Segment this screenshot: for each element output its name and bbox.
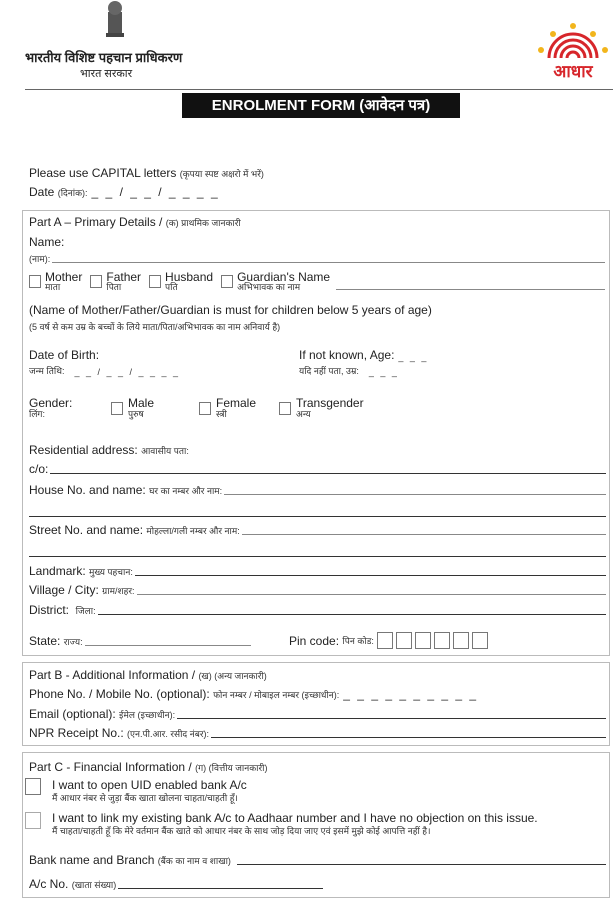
name-input[interactable] bbox=[52, 262, 605, 263]
npr-label-hindi: (एन.पी.आर. रसीद नंबर): bbox=[127, 729, 210, 739]
co-label: c/o: bbox=[29, 462, 49, 476]
village-label: Village / City: bbox=[29, 583, 99, 597]
part-c-title: Part C - Financial Information / bbox=[29, 760, 192, 774]
village-label-hindi: ग्राम/शहर: bbox=[102, 586, 135, 596]
capital-instruction-hindi: (कृपया स्पष्ट अक्षरो में भरें) bbox=[179, 169, 264, 179]
part-b-title-hindi: (ख) (अन्य जानकारी) bbox=[198, 671, 267, 681]
husband-label-hindi: पति bbox=[165, 282, 178, 292]
guardian-note-hindi: (5 वर्ष से कम उम्र के बच्चों के लिये माता/पिता/अभिभावक का नाम अनिवार्य है) bbox=[29, 322, 281, 332]
age-field-hindi[interactable]: _ _ _ bbox=[368, 367, 399, 377]
pin-digit-5[interactable] bbox=[453, 632, 469, 649]
guardian-note: (Name of Mother/Father/Guardian is must for children below 5 years of age) bbox=[29, 303, 432, 317]
header-divider bbox=[25, 89, 613, 90]
link-account-checkbox[interactable] bbox=[25, 812, 41, 829]
link-account-label-hindi: मैं चाहता/चाहती हूँ कि मेरे वर्तमान बैंक खाते को आधार नंबर के साथ जोड़ दिया जाए एवं इसमें मुझे कोई आपत्ति नहीं है। bbox=[52, 826, 431, 836]
district-input[interactable] bbox=[98, 614, 606, 615]
district-label: District: bbox=[29, 603, 69, 617]
mother-checkbox[interactable] bbox=[29, 275, 41, 288]
state-label: State: bbox=[29, 634, 61, 648]
address-label: Residential address: bbox=[29, 443, 138, 457]
phone-label: Phone No. / Mobile No. (optional): bbox=[29, 687, 210, 701]
pin-digit-6[interactable] bbox=[472, 632, 488, 649]
open-account-label: I want to open UID enabled bank A/c bbox=[52, 778, 247, 792]
house-label-hindi: घर का नम्बर और नाम: bbox=[149, 486, 223, 496]
email-label: Email (optional): bbox=[29, 707, 116, 721]
guardian-checkbox[interactable] bbox=[221, 275, 233, 288]
part-a-title: Part A – Primary Details / bbox=[29, 215, 163, 229]
house-input-line2[interactable] bbox=[29, 516, 606, 517]
dob-label-hindi: जन्म तिथि: bbox=[29, 366, 65, 376]
state-input[interactable] bbox=[85, 645, 251, 646]
guardian-label: Guardian's Name bbox=[237, 270, 331, 284]
part-c-title-hindi: (ग) (वित्तीय जानकारी) bbox=[195, 763, 268, 773]
phone-label-hindi: फोन नम्बर / मोबाइल नम्बर (इच्छाधीन): bbox=[213, 690, 340, 700]
email-label-hindi: ईमेल (इच्छाधीन): bbox=[119, 710, 176, 720]
pin-digit-4[interactable] bbox=[434, 632, 450, 649]
date-label-hindi: (दिनांक): bbox=[57, 188, 88, 198]
bank-label: Bank name and Branch bbox=[29, 853, 155, 867]
house-input[interactable] bbox=[224, 494, 606, 495]
name-label: Name: bbox=[29, 235, 65, 249]
aadhaar-logo-text: आधार bbox=[553, 62, 593, 81]
male-checkbox[interactable] bbox=[111, 402, 123, 415]
date-label: Date bbox=[29, 185, 55, 199]
npr-label: NPR Receipt No.: bbox=[29, 726, 124, 740]
pin-digit-3[interactable] bbox=[415, 632, 431, 649]
pin-label-hindi: पिन कोड: bbox=[342, 636, 374, 646]
street-input[interactable] bbox=[242, 534, 606, 535]
district-label-hindi: जिला: bbox=[75, 606, 96, 616]
email-input[interactable] bbox=[177, 718, 606, 719]
mother-label: Mother bbox=[45, 270, 83, 284]
street-label: Street No. and name: bbox=[29, 523, 144, 537]
husband-label: Husband bbox=[165, 270, 214, 284]
gender-label-hindi: लिंग: bbox=[29, 409, 46, 420]
relation-name-input[interactable] bbox=[336, 289, 605, 290]
male-label-hindi: पुरुष bbox=[128, 409, 144, 420]
guardian-label-hindi: अभिभावक का नाम bbox=[237, 282, 301, 292]
pin-digit-1[interactable] bbox=[377, 632, 393, 649]
co-input[interactable] bbox=[50, 473, 606, 474]
state-label-hindi: राज्य: bbox=[63, 637, 83, 647]
part-b-title: Part B - Additional Information / bbox=[29, 668, 196, 682]
dob-label: Date of Birth: bbox=[29, 348, 100, 362]
landmark-label-hindi: मुख्य पहचान: bbox=[89, 567, 133, 577]
female-checkbox[interactable] bbox=[199, 402, 211, 415]
mother-label-hindi: माता bbox=[45, 282, 61, 292]
aadhaar-logo bbox=[535, 22, 611, 82]
bank-input[interactable] bbox=[237, 864, 606, 865]
name-label-hindi: (नाम): bbox=[29, 254, 51, 264]
father-label-hindi: पिता bbox=[106, 282, 122, 292]
transgender-checkbox[interactable] bbox=[279, 402, 291, 415]
acno-label: A/c No. bbox=[29, 877, 69, 891]
husband-checkbox[interactable] bbox=[149, 275, 161, 288]
dob-field[interactable]: _ _ / _ _ / _ _ _ _ bbox=[74, 367, 181, 377]
transgender-label-hindi: अन्य bbox=[296, 409, 311, 420]
pin-label: Pin code: bbox=[289, 633, 340, 648]
ashoka-emblem-icon bbox=[102, 0, 128, 42]
age-label-hindi: यदि नहीं पता, उम्र: bbox=[299, 366, 359, 376]
part-a-title-hindi: (क) प्राथमिक जानकारी bbox=[165, 218, 241, 228]
open-account-label-hindi: मैं आधार नंबर से जुड़ा बैंक खाता खोलना चाहता/चाहती हूँ। bbox=[52, 793, 238, 803]
female-label-hindi: स्त्री bbox=[216, 409, 227, 420]
npr-input[interactable] bbox=[211, 737, 606, 738]
street-label-hindi: मोहल्ला/गली नम्बर और नाम: bbox=[146, 526, 240, 536]
acno-label-hindi: (खाता संख्या) bbox=[71, 880, 117, 890]
address-label-hindi: आवासीय पता: bbox=[141, 446, 189, 456]
acno-input[interactable] bbox=[118, 888, 323, 889]
age-label: If not known, Age: bbox=[299, 348, 395, 362]
landmark-label: Landmark: bbox=[29, 564, 86, 578]
org-name-hindi: भारतीय विशिष्ट पहचान प्राधिकरण bbox=[25, 50, 183, 65]
landmark-input[interactable] bbox=[135, 575, 606, 576]
female-label: Female bbox=[216, 396, 257, 410]
transgender-label: Transgender bbox=[296, 396, 364, 410]
male-label: Male bbox=[128, 396, 155, 410]
village-input[interactable] bbox=[137, 594, 606, 595]
gov-name-hindi: भारत सरकार bbox=[80, 68, 133, 80]
pin-digit-2[interactable] bbox=[396, 632, 412, 649]
bank-label-hindi: (बैंक का नाम व शाखा) bbox=[157, 856, 231, 866]
phone-input[interactable]: _ _ _ _ _ _ _ _ _ _ bbox=[343, 687, 479, 701]
capital-instruction: Please use CAPITAL letters bbox=[29, 166, 177, 180]
house-label: House No. and name: bbox=[29, 483, 146, 497]
open-account-checkbox[interactable] bbox=[25, 778, 41, 795]
form-title: ENROLMENT FORM (आवेदन पत्र) bbox=[182, 93, 460, 118]
date-field[interactable]: _ _ / _ _ / _ _ _ _ bbox=[91, 185, 220, 199]
gender-label: Gender: bbox=[29, 396, 73, 410]
father-label: Father bbox=[106, 270, 142, 284]
father-checkbox[interactable] bbox=[90, 275, 102, 288]
age-field[interactable]: _ _ _ bbox=[398, 352, 429, 362]
link-account-label: I want to link my existing bank A/c to Aadhaar number and I have no objection on this issue. bbox=[52, 811, 538, 825]
street-input-line2[interactable] bbox=[29, 556, 606, 557]
